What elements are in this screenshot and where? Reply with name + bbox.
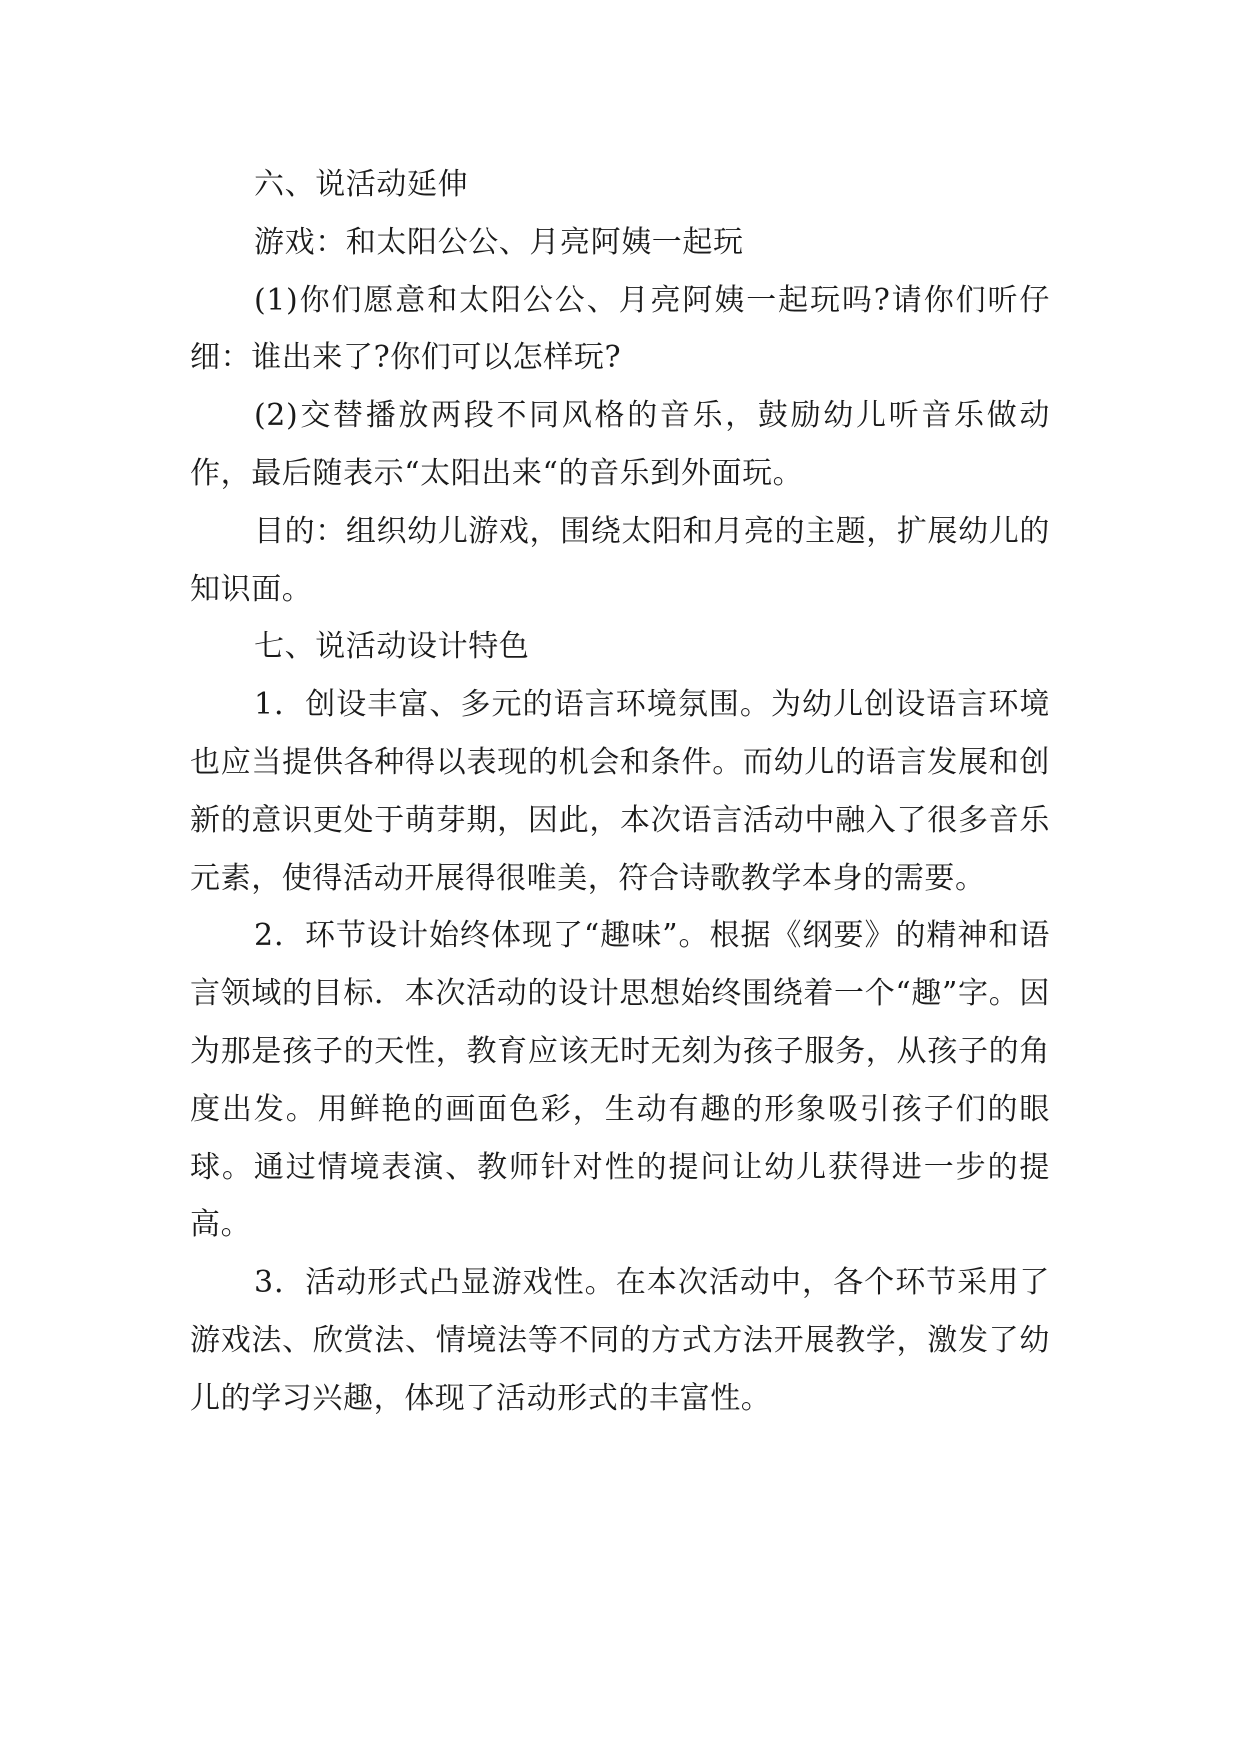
feature-1-paragraph: 1．创设丰富、多元的语言环境氛围。为幼儿创设语言环境也应当提供各种得以表现的机会和条件。而幼儿的语言发展和创新的意识更处于萌芽期，因此，本次语言活动中融入了很多音乐元素，使得活动开展得很唯美，符合诗歌教学本身的需要。 xyxy=(190,687,1050,896)
section-heading-features: 七、说活动设计特色 xyxy=(254,629,530,665)
purpose-paragraph: 目的：组织幼儿游戏，围绕太阳和月亮的主题，扩展幼儿的知识面。 xyxy=(190,513,1050,607)
document-body xyxy=(190,156,1050,1428)
section-heading-extension: 六、说活动延伸 xyxy=(254,167,469,202)
game-title: 游戏：和太阳公公、月亮阿姨一起玩 xyxy=(254,224,744,260)
feature-3-paragraph: 3．活动形式凸显游戏性。在本次活动中，各个环节采用了游戏法、欣赏法、情境法等不同的方式方法开展教学，激发了幼儿的学习兴趣，体现了活动形式的丰富性。 xyxy=(190,1265,1050,1416)
step-2-paragraph: (2)交替播放两段不同风格的音乐，鼓励幼儿听音乐做动作，最后随表示“太阳出来“的音乐到外面玩。 xyxy=(190,398,1050,491)
step-1-paragraph: (1)你们愿意和太阳公公、月亮阿姨一起玩吗?请你们听仔细：谁出来了?你们可以怎样玩? xyxy=(190,282,1050,376)
feature-2-paragraph: 2．环节设计始终体现了“趣味”。根据《纲要》的精神和语言领域的目标．本次活动的设计思想始终围绕着一个“趣”字。因为那是孩子的天性，教育应该无时无刻为孩子服务，从孩子的角度出发。用鲜艳的画面色彩，生动有趣的形象吸引孩子们的眼球。通过情境表演、教师针对性的提问让幼儿获得进一步的提高。 xyxy=(190,918,1050,1243)
